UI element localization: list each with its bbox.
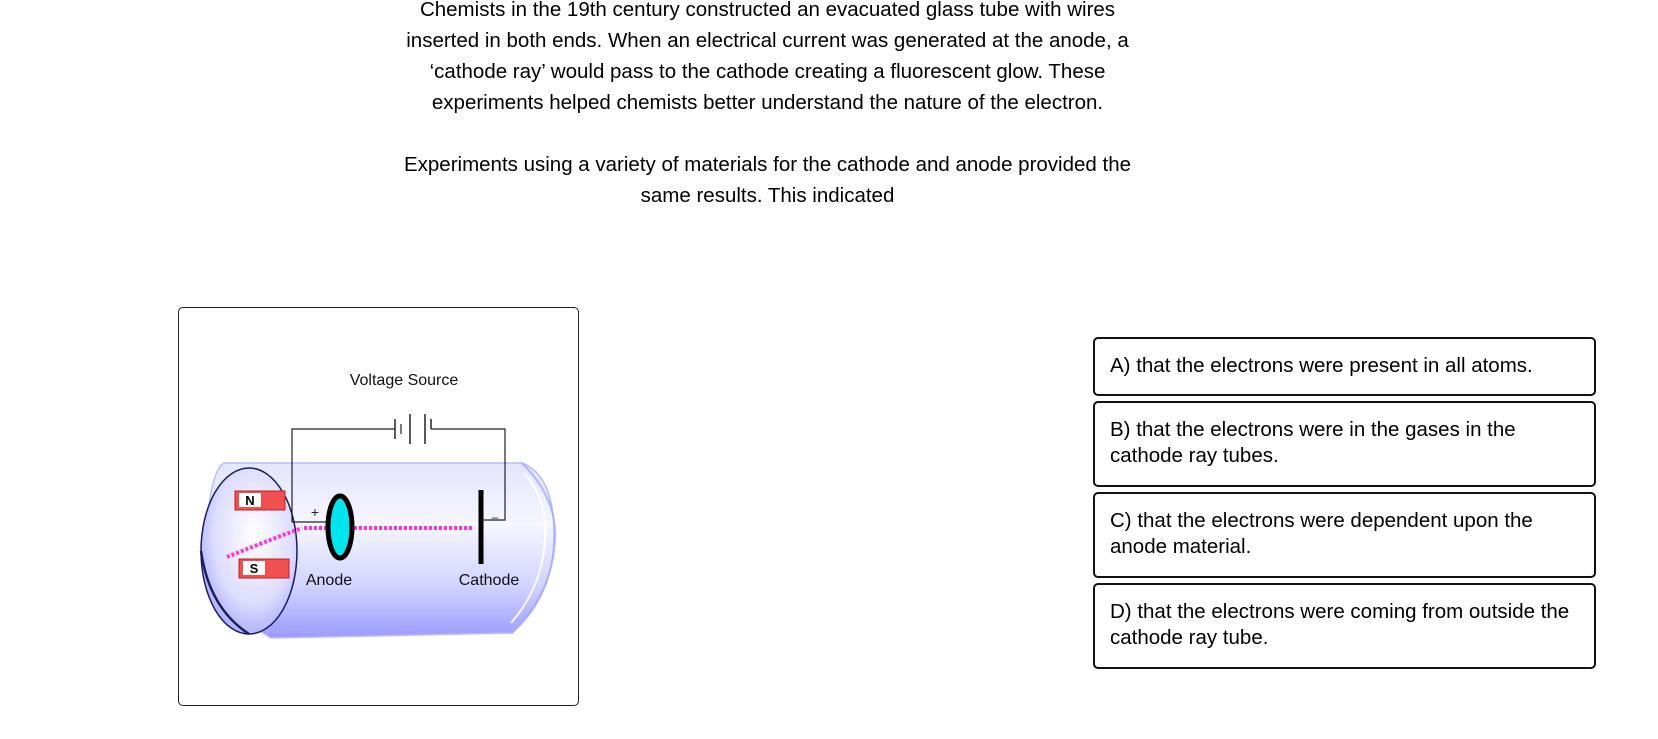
choice-d-button[interactable]: D) that the electrons were coming from outside the cathode ray tube. — [1093, 583, 1596, 669]
anode-disc — [328, 496, 352, 558]
cathode-ray-tube-figure — [178, 307, 579, 706]
cathode-label: Cathode — [458, 572, 520, 589]
voltage-source-label: Voltage Source — [349, 372, 459, 389]
choice-c-button[interactable]: C) that the electrons were dependent upon the anode material. — [1093, 492, 1596, 578]
passage-paragraph-2: Experiments using a variety of materials for the cathode and anode provided the same results. This indicated — [403, 153, 1132, 207]
battery-icon — [395, 414, 431, 444]
cathode-ray-tube-diagram — [179, 308, 580, 707]
choice-b-button[interactable]: B) that the electrons were in the gases in the cathode ray tubes. — [1093, 401, 1596, 487]
answer-choices — [1093, 337, 1596, 674]
magnet-south-label: S — [249, 561, 259, 576]
plus-sign: + — [310, 504, 320, 520]
minus-sign: – — [491, 510, 499, 524]
magnet-north-label: N — [245, 493, 255, 508]
anode-label: Anode — [305, 572, 353, 589]
choice-a-button[interactable]: A) that the electrons were present in all atoms. — [1093, 337, 1596, 396]
question-passage — [395, 0, 1140, 211]
passage-paragraph-1: Chemists in the 19th century constructed an evacuated glass tube with wires inserted in both ends. When an electrical current was generated at the anode, a ‘cathode ray’ would pass to the cathode creating a fluorescent glow. These experiments helped chemists better understand the nature of the electron. — [406, 0, 1129, 114]
